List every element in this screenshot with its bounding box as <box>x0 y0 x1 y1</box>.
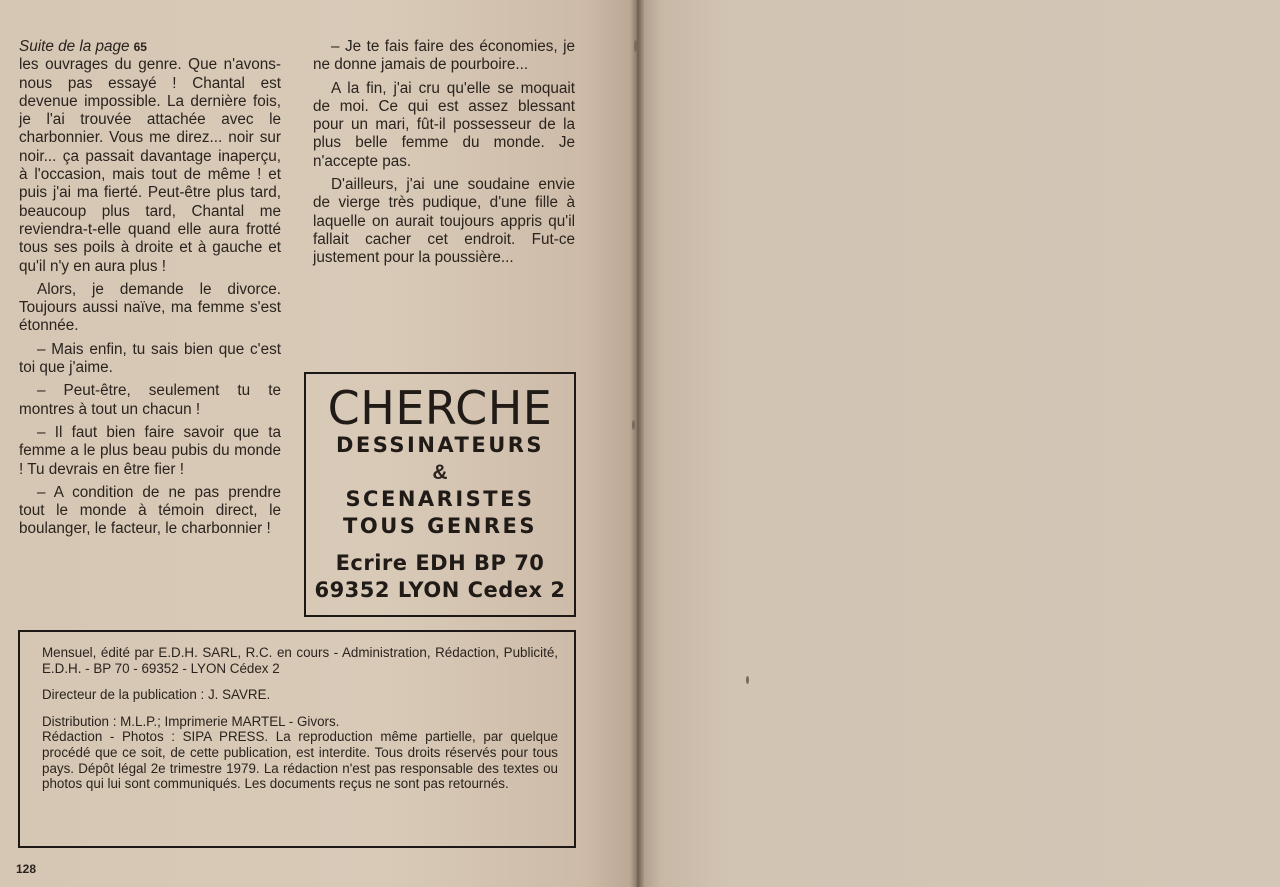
paragraph: A la fin, j'ai cru qu'elle se moquait de moi. Ce qui est assez blessant pour un mari, fût-il possesseur de la plus belle femme du monde. Je n'accepte pas. <box>313 79 575 170</box>
imprint-distribution: Distribution : M.L.P.; Imprimerie MARTEL - Givors. <box>42 713 340 729</box>
paragraph: – Je te fais faire des économies, je ne donne jamais de pourboire... <box>313 38 575 74</box>
advert-ampersand: & <box>432 461 448 484</box>
advert-title: CHERCHE <box>327 381 553 435</box>
paper-speck <box>746 676 749 684</box>
paragraph: Alors, je demande le divorce. Toujours aussi naïve, ma femme s'est étonnée. <box>19 280 281 335</box>
text-column-right <box>313 38 575 273</box>
continuation-page-number: 65 <box>133 40 147 54</box>
advert-line-genres: TOUS GENRES <box>343 514 537 538</box>
imprint-director: Directeur de la publication : J. SAVRE. <box>42 687 271 703</box>
paragraph: – Mais enfin, tu sais bien que c'est toi que j'aime. <box>19 340 281 377</box>
book-gutter <box>630 0 644 887</box>
text-column-left <box>19 38 281 544</box>
advert-line-draughtsmen: DESSINATEURS <box>335 433 545 457</box>
paragraph: – Il faut bien faire savoir que ta femme a le plus beau pubis du monde ! Tu devrais en être fier ! <box>19 423 281 478</box>
imprint-rights: Rédaction - Photos : SIPA PRESS. La reproduction même partielle, par quelque procédé que ce soit, de cette publication, est interdite. Tous droits réservés pour tous pays. Dépôt légal 2e trimestre 1979. La rédaction n'est pas responsable des textes ou photos qui lui sont communiqués. Les documents reçus ne sont pas retournés. <box>42 729 558 792</box>
paper-speck <box>634 40 637 52</box>
paragraph: – A condition de ne pas prendre tout le monde à témoin direct, le boulanger, le facteur, le charbonnier ! <box>19 483 281 538</box>
right-page-blank <box>636 0 1280 887</box>
imprint-publisher: Mensuel, édité par E.D.H. SARL, R.C. en cours - Administration, Rédaction, Publicité, E.D.H. - BP 70 - 69352 - LYON Cédex 2 <box>42 645 558 676</box>
continuation-note <box>19 38 281 56</box>
paragraph: D'ailleurs, j'ai une soudaine envie de vierge très pudique, d'une fille à laquelle on aurait toujours appris qu'il fallait cacher cet endroit. Fut-ce justement pour la poussière... <box>313 176 575 267</box>
advert-contact-line2: 69352 LYON Cedex 2 <box>314 578 566 602</box>
recruitment-advert <box>304 372 576 617</box>
paragraph: les ouvrages du genre. Que n'avons-nous pas essayé ! Chantal est devenue impossible. La dernière fois, je l'ai trouvée attachée avec le charbonnier. Vous me direz... noir sur noir... ça passait davantage inaperçu, à l'occasion, mais tout de même ! et puis j'ai ma fierté. Peut-être plus tard, beaucoup plus tard, Chantal me reviendra-t-elle quand elle aura frotté tous ses poils à droite et à gauche et qu'il n'y en aura plus ! <box>19 56 281 275</box>
paragraph: – Peut-être, seulement tu te montres à tout un chacun ! <box>19 382 281 418</box>
paper-speck <box>632 420 635 430</box>
continuation-label: Suite de la page <box>19 38 130 55</box>
advert-contact-line1: Ecrire EDH BP 70 <box>335 551 545 575</box>
page-number: 128 <box>16 862 37 876</box>
advert-line-writers: SCENARISTES <box>345 487 535 511</box>
imprint-box <box>18 630 576 848</box>
